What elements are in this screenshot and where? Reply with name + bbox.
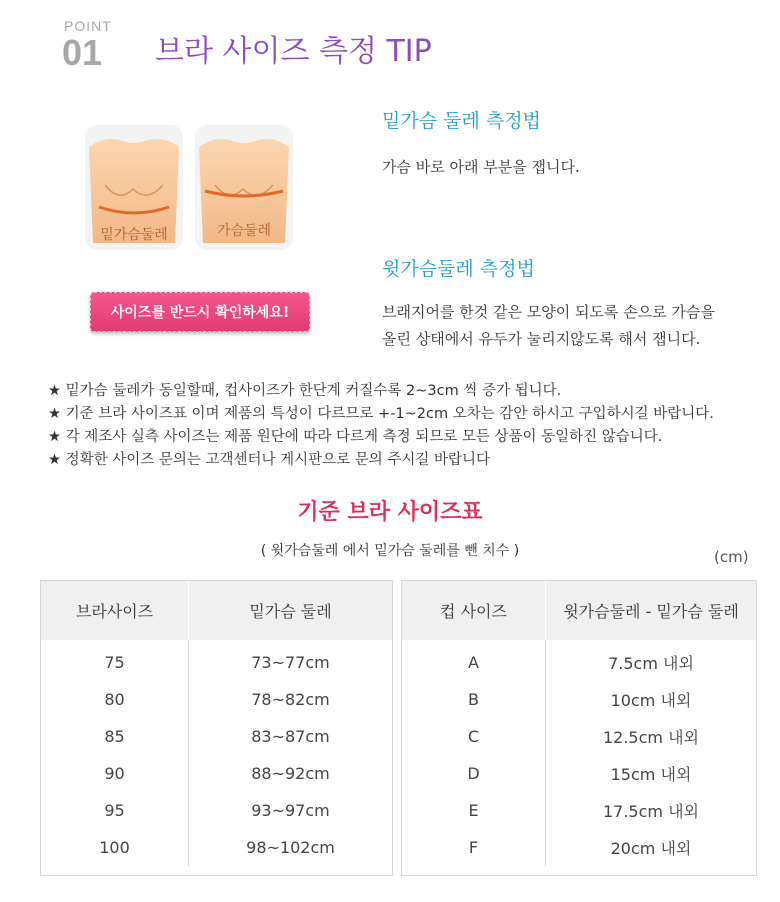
note-item: ★ 밑가슴 둘레가 동일할때, 컵사이즈가 한단계 커질수록 2~3cm 씩 증가 됩니다. — [48, 383, 562, 399]
table-row — [41, 755, 392, 792]
band-size-cell: 75 — [104, 653, 125, 672]
bust-method-text-line-2: 올린 상태에서 유두가 눌리지않도록 해서 잽니다. — [382, 330, 701, 348]
point-label: POINT — [64, 18, 112, 34]
measurement-illustration — [85, 125, 295, 253]
table-row — [402, 792, 756, 829]
band-size-cell: 100 — [99, 838, 130, 857]
note-item: ★ 기준 브라 사이즈표 이며 제품의 특성이 다르므로 +-1~2cm 오차는 감안 하시고 구입하시길 바랍니다. — [48, 406, 714, 422]
note-item: ★ 정확한 사이즈 문의는 고객센터나 게시판으로 문의 주시길 바랍니다 — [48, 452, 491, 468]
table-row — [402, 755, 756, 792]
cup-size-cell: C — [467, 727, 480, 746]
note-item: ★ 각 제조사 실측 사이즈는 제품 원단에 따라 다르게 측정 되므로 모든 상품이 동일하진 않습니다. — [48, 429, 663, 445]
underbust-label: 밑가슴둘레 — [100, 227, 168, 243]
band-size-cell: 95 — [104, 801, 125, 820]
table-row — [402, 829, 756, 866]
underbust-cell: 73~77cm — [189, 640, 393, 681]
bust-method-text-line-1: 브래지어를 한것 같은 모양이 되도록 손으로 가슴을 — [382, 303, 715, 321]
table-row — [41, 640, 392, 681]
table-row — [402, 718, 756, 755]
band-size-cell: 80 — [104, 690, 125, 709]
table-row — [402, 681, 756, 718]
bust-difference-cell: 12.5cm 내외 — [546, 718, 757, 755]
bust-difference-cell: 15cm 내외 — [546, 755, 757, 792]
bust-difference-cell: 17.5cm 내외 — [546, 792, 757, 829]
cup-size-cell: B — [468, 690, 479, 709]
underbust-cell: 78~82cm — [189, 681, 393, 718]
band-size-cell: 85 — [104, 727, 125, 746]
cup-size-cell: E — [468, 801, 479, 820]
bust-difference-cell: 7.5cm 내외 — [546, 640, 757, 681]
notes-list — [48, 380, 714, 472]
bust-label: 가슴둘레 — [216, 223, 272, 239]
size-table-title: 기준 브라 사이즈표 — [297, 500, 483, 525]
cup-size-cell: F — [468, 838, 479, 857]
table-row — [402, 640, 756, 681]
underbust-method-text: 가슴 바로 아래 부분을 잽니다. — [382, 158, 580, 176]
cup-size-header: 컵 사이즈 — [402, 581, 546, 640]
underbust-cell: 98~102cm — [189, 829, 393, 866]
size-table-subtitle: ( 윗가슴둘레 에서 밑가슴 둘레를 뺀 치수 ) — [260, 543, 520, 559]
band-size-cell: 90 — [104, 764, 125, 783]
underbust-cell: 93~97cm — [189, 792, 393, 829]
table-row — [41, 792, 392, 829]
table-row — [41, 681, 392, 718]
underbust-method-title: 밑가슴 둘레 측정법 — [382, 110, 541, 132]
underbust-cell: 83~87cm — [189, 718, 393, 755]
bust-method-title: 윗가슴둘레 측정법 — [382, 258, 535, 280]
size-check-notice-button[interactable]: 사이즈를 반드시 확인하세요! — [90, 292, 310, 332]
band-size-table — [40, 580, 393, 876]
underbust-cell: 88~92cm — [189, 755, 393, 792]
bust-difference-cell: 10cm 내외 — [546, 681, 757, 718]
cup-size-cell: A — [468, 653, 479, 672]
band-size-header: 브라사이즈 — [41, 581, 189, 640]
cup-size-cell: D — [467, 764, 480, 783]
unit-label: (cm) — [714, 548, 749, 566]
table-row — [41, 718, 392, 755]
bust-difference-header: 윗가슴둘레 - 밑가슴 둘레 — [546, 581, 757, 640]
page-title: 브라 사이즈 측정 TIP — [155, 34, 432, 69]
bust-difference-cell: 20cm 내외 — [546, 829, 757, 866]
table-row — [41, 829, 392, 866]
cup-size-table — [401, 580, 757, 876]
underbust-header: 밑가슴 둘레 — [189, 581, 393, 640]
point-number: 01 — [62, 32, 103, 73]
